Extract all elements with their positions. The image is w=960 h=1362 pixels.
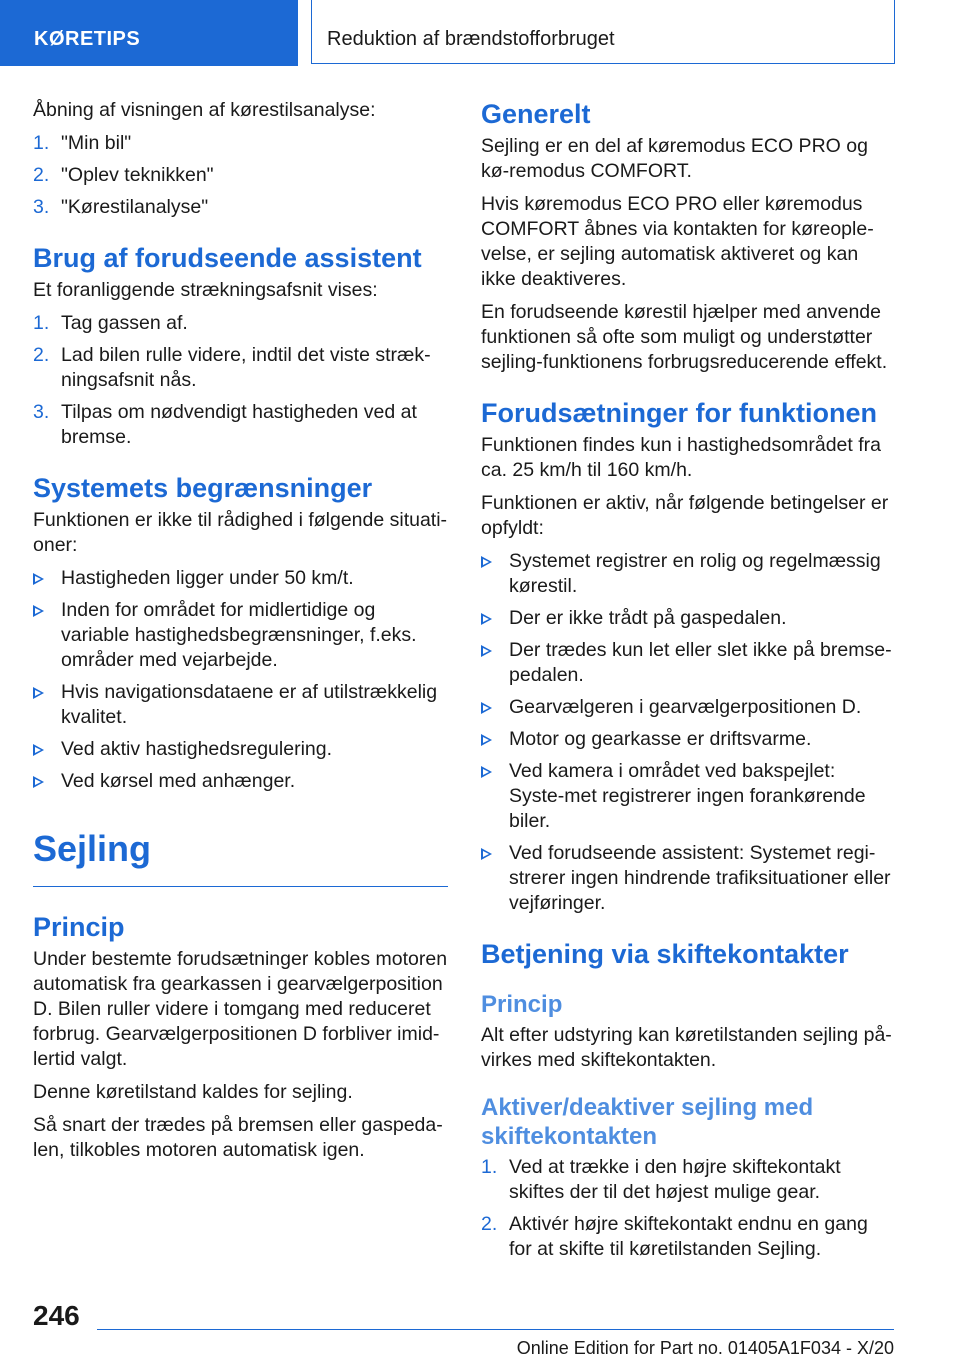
page-number: 246: [33, 1300, 80, 1331]
list-item: 1. "Min bil": [33, 132, 132, 154]
intro-text: Åbning af visningen af kørestilsanalyse:: [33, 99, 376, 121]
assistant-steps-list: [33, 311, 448, 450]
subheading-aktiver: Aktiver/deaktiver sejling med skiftekontakten: [481, 1094, 814, 1150]
list-item: 3. "Kørestilanalyse": [33, 196, 209, 218]
step-number: 2.: [33, 344, 50, 366]
footer-divider: [97, 1329, 894, 1330]
generelt-paragraph-3: En forudseende kørestil hjælper med anvende funktionen så ofte som muligt og understøtter sejling-funktionens forbrugsreducerende effekt.: [481, 301, 888, 373]
heading-brug: Brug af forudseende assistent: [33, 243, 422, 273]
section-label: KØRETIPS: [34, 28, 141, 50]
list-item: Hvis navigationsdataene er af utilstrækkelig kvalitet.: [33, 680, 448, 730]
list-item: Motor og gearkasse er driftsvarme.: [481, 727, 895, 752]
triangle-bullet-icon: [33, 776, 44, 788]
princip-paragraph-2: Denne køretilstand kaldes for sejling.: [33, 1081, 353, 1103]
triangle-bullet-icon: [481, 613, 492, 625]
list-item: 3. Tilpas om nødvendigt hastigheden ved at bremse.: [33, 401, 417, 448]
heading-sejling: Sejling: [33, 826, 448, 887]
brug-text: Et foranliggende strækningsafsnit vises:: [33, 279, 378, 301]
triangle-bullet-icon: [481, 702, 492, 714]
heading-generelt: Generelt: [481, 99, 591, 129]
heading-betjening: Betjening via skiftekontakter: [481, 939, 849, 969]
triangle-bullet-icon: [481, 645, 492, 657]
step-number: 1.: [481, 1156, 498, 1178]
section-tab: [0, 0, 298, 66]
page-header: [0, 0, 960, 66]
triangle-bullet-icon: [33, 605, 44, 617]
forudsaetninger-paragraph-1: Funktionen findes kun i hastighedsområdet fra ca. 25 km/h til 160 km/h.: [481, 434, 881, 481]
step-number: 2.: [481, 1213, 498, 1235]
left-column: [33, 98, 448, 1171]
princip-paragraph-1: Under bestemte forudsætninger kobles motoren automatisk fra gearkassen i gearvælgerposition D. Bilen ruller videre i tomgang med reduceret forbrug. Gearvælgerpositionen D forbliver imid‐lertid valgt.: [33, 948, 448, 1070]
list-item: 2. Aktivér højre skiftekontakt endnu en gang for at skifte til køretilstanden Sejling.: [481, 1213, 868, 1260]
forudsaetninger-paragraph-2: Funktionen er aktiv, når følgende betingelser er opfyldt:: [481, 492, 889, 539]
list-item: 2. "Oplev teknikken": [33, 164, 214, 186]
princip-paragraph-3: Så snart der trædes på bremsen eller gaspeda‐len, tilkobles motoren automatisk igen.: [33, 1114, 443, 1161]
step-number: 1.: [33, 132, 50, 154]
chapter-title: Reduktion af brændstofforbruget: [327, 28, 615, 50]
list-item: Ved aktiv hastighedsregulering.: [33, 737, 448, 762]
right-column: [481, 98, 895, 1270]
triangle-bullet-icon: [33, 573, 44, 585]
list-item: 2. Lad bilen rulle videre, indtil det viste stræk‐ningsafsnit nås.: [33, 344, 431, 391]
step-number: 3.: [33, 196, 50, 218]
triangle-bullet-icon: [33, 687, 44, 699]
list-item: Der er ikke trådt på gaspedalen.: [481, 606, 895, 631]
list-item: Systemet registrer en rolig og regelmæssig kørestil.: [481, 549, 895, 599]
triangle-bullet-icon: [481, 848, 492, 860]
chapter-tab: [311, 0, 895, 64]
step-number: 3.: [33, 401, 50, 423]
list-item: Ved kamera i området ved bakspejlet: Syste‐met registrerer ingen forankørende biler.: [481, 759, 895, 834]
list-item: Ved kørsel med anhænger.: [33, 769, 448, 794]
list-item: Gearvælgeren i gearvælgerpositionen D.: [481, 695, 895, 720]
list-item: 1. Tag gassen af.: [33, 312, 188, 334]
triangle-bullet-icon: [481, 556, 492, 568]
list-item: Der trædes kun let eller slet ikke på bremse‐pedalen.: [481, 638, 895, 688]
step-number: 2.: [33, 164, 50, 186]
step-number: 1.: [33, 312, 50, 334]
conditions-list: [481, 549, 895, 916]
begraensninger-text: Funktionen er ikke til rådighed i følgende situati‐oner:: [33, 509, 448, 556]
princip-text: Alt efter udstyring kan køretilstanden sejling på‐virkes med skiftekontakten.: [481, 1024, 892, 1071]
heading-begraensninger: Systemets begrænsninger: [33, 473, 373, 503]
heading-princip: Princip: [33, 912, 125, 942]
list-item: 1. Ved at trække i den højre skiftekontakt skiftes der til det højest mulige gear.: [481, 1156, 841, 1203]
list-item: Ved forudseende assistent: Systemet regi‐strerer ingen hindrende trafiksituationer eller vejføringer.: [481, 841, 895, 916]
subheading-princip: Princip: [481, 991, 563, 1018]
shift-steps-list: [481, 1155, 895, 1262]
triangle-bullet-icon: [481, 734, 492, 746]
generelt-paragraph-2: Hvis køremodus ECO PRO eller køremodus COMFORT åbnes via kontakten for køreople‐velse, er sejling automatisk aktiveret og kan ikke deaktiveres.: [481, 193, 874, 290]
triangle-bullet-icon: [481, 766, 492, 778]
footer-edition: Online Edition for Part no. 01405A1F034 - X/20: [516, 1338, 894, 1358]
generelt-paragraph-1: Sejling er en del af køremodus ECO PRO og kø‐remodus COMFORT.: [481, 135, 868, 182]
limitations-list: [33, 566, 448, 794]
menu-steps-list: [33, 131, 448, 220]
list-item: Inden for området for midlertidige og variable hastighedsbegrænsninger, f.eks. områder med vejarbejde.: [33, 598, 448, 673]
list-item: Hastigheden ligger under 50 km/t.: [33, 566, 448, 591]
heading-forudsaetninger: Forudsætninger for funktionen: [481, 398, 877, 428]
triangle-bullet-icon: [33, 744, 44, 756]
